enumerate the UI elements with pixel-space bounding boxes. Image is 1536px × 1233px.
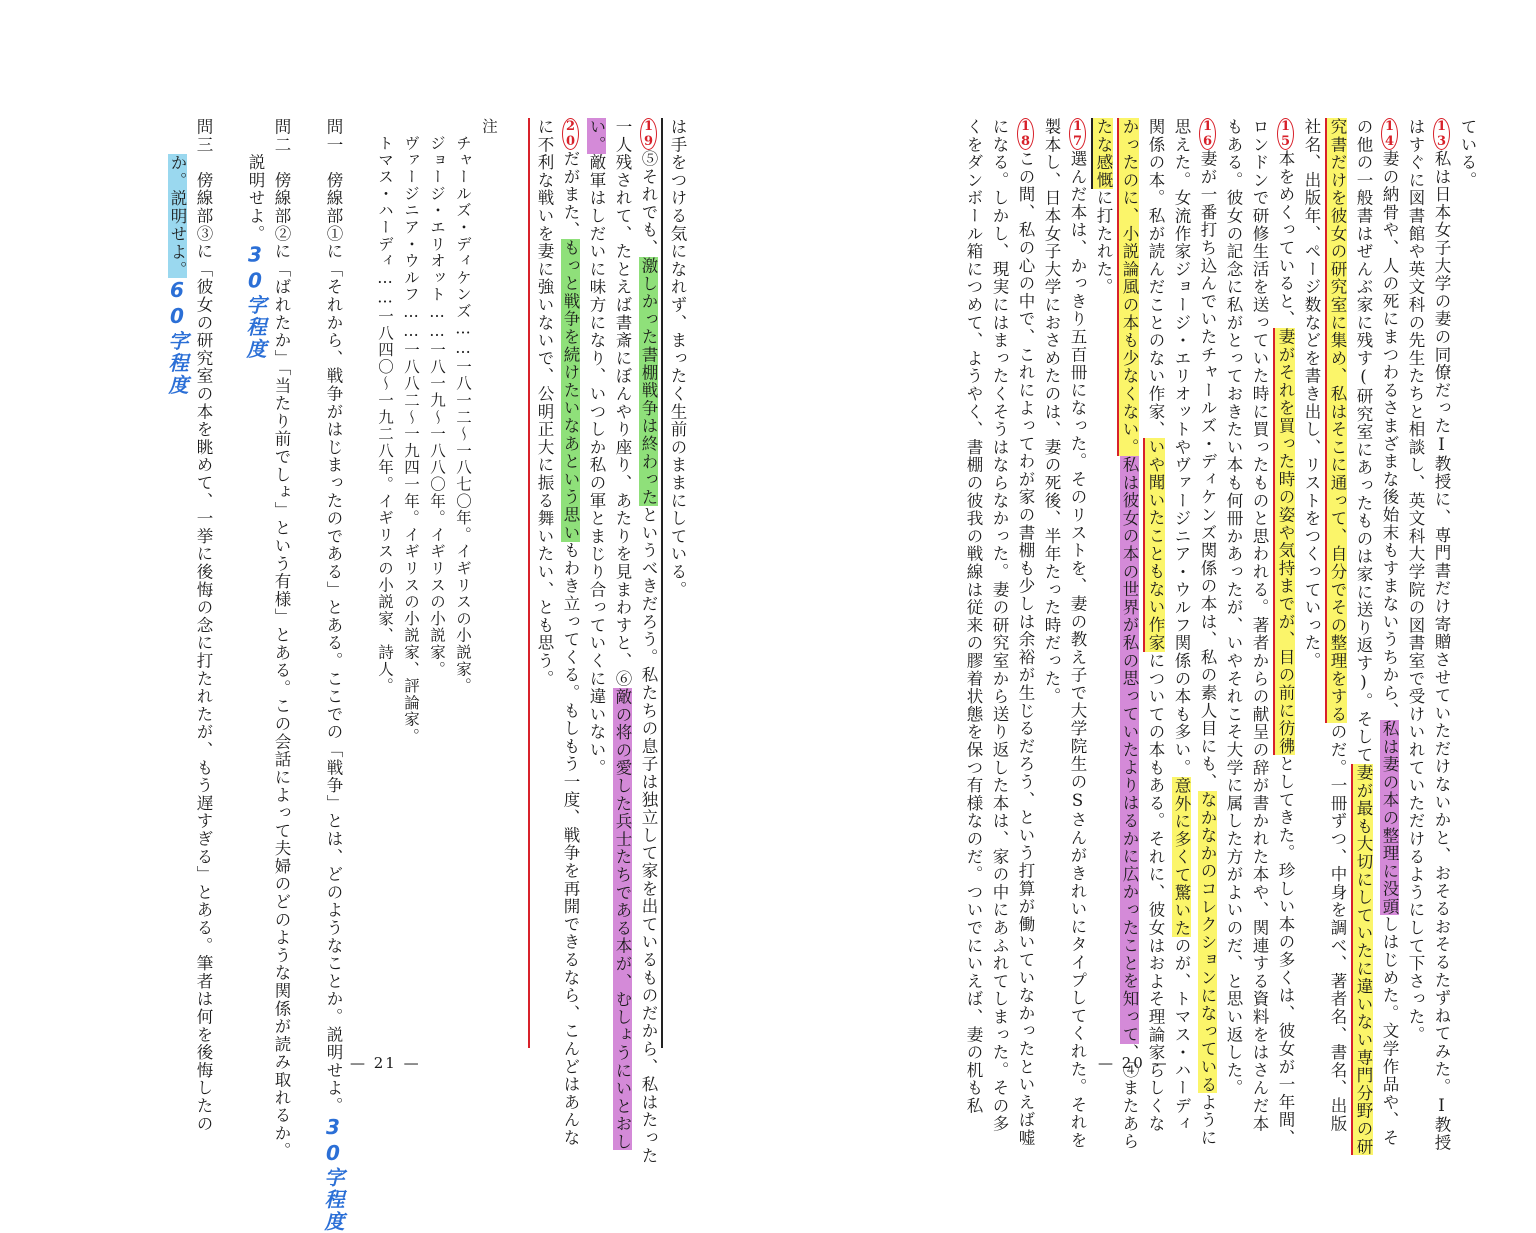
paragraph-13: 13私は日本女子大学の妻の同僚だったI教授に、専門書だけ寄贈させていただけないかと、おそるおそるたずねてみた。I教授 (1432, 119, 1451, 1152)
highlight-purple: 私は彼女の本の世界が私の思っていたよりはるかに広かったことを知って (1120, 456, 1139, 1044)
text-line: かったのに、小説論風の本も少なくない。私は彼女の本の世界が私の思っていたよりはるかに広かったことを知って、④またあら (1116, 118, 1142, 1048)
paragraph-number: 15 (1278, 119, 1293, 149)
paragraph-number: 13 (1434, 119, 1449, 149)
highlight-purple: 私は妻の本の整理に没頭 (1380, 719, 1399, 916)
text-line: ている。 (1458, 118, 1477, 190)
page-20 (768, 0, 1536, 1156)
text-line: ロンドンで研修生活を送っていた時に買ったものと思われる。著者からの献呈の辞が書かれた本や、関連する資料をはさんだ本 (1250, 118, 1269, 1133)
text-line: 究書だけを彼女の研究室に集め、私はそこに通って、自分でその整理をするのだ。一冊ずつ、中身を調べ、著者名、書名、出版 (1324, 118, 1350, 1048)
paragraph-number: 16 (1200, 119, 1215, 149)
highlight-yellow: なかなかのコレクションになっている (1198, 790, 1217, 1094)
spacer (294, 118, 320, 1048)
note-item: ジョージ・エリオット……一八一九〜一八八〇年。イギリスの小説家。 (428, 134, 446, 678)
question-label: 問三 (194, 118, 213, 154)
highlight-yellow: いや聞いたこともない作家 (1143, 438, 1165, 652)
text-line: もある。彼女の記念に私がとっておきたい本も何冊かあったが、いやそれこそ大学に属した方がよいのだ、と思い返した。 (1224, 118, 1243, 1097)
highlight-yellow: 妻が最も大切にしていたに違いない専門分野の研 (1351, 764, 1373, 1156)
highlight-yellow: 意外に多くて驚いた (1172, 776, 1191, 937)
handwritten-note: 30字程度 (321, 1114, 345, 1233)
paragraph-number: 19 (641, 119, 656, 149)
question-2: 問二 傍線部②に「ばれたか」「当たり前でしょ」という有様」とある。この会話によって夫婦のどのような関係が読み取れるか。 (272, 118, 291, 1160)
question-3: 問三 傍線部③に「彼女の研究室の本を眺めて、一挙に後悔の念に打たれたが、もう遅すぎる」とある。筆者は何を後悔したの (194, 118, 213, 1133)
text-line: 説明せよ。30字程度 (243, 153, 267, 361)
text-line (164, 118, 190, 1048)
highlight-purple: 敵の将の愛した兵士たちである本が、むしょうにいとおし (613, 687, 632, 1151)
highlight-yellow: 究書だけを彼女の研究室に集め、私はそこに通って、自分でその整理をする (1325, 118, 1347, 723)
question-label: 問一 (324, 118, 343, 154)
paragraph-19: 19⑤それでも、激しかった書棚戦争は終わったというべきだろう。私たちの息子は独立して家を出ているものだから、私はたった (639, 119, 658, 1165)
note-item: トマス・ハーディ……一八四〇〜一九二八年。イギリスの小説家、詩人。 (376, 134, 394, 695)
paragraph-17: 17選んだ本は、かっきり五百冊になった。そのリストを、妻の教え子で大学院生のSさんがきれいにタイプしてくれた。それを (1068, 119, 1087, 1150)
handwritten-note: 60字程度 (165, 278, 189, 397)
paragraph-number: 18 (1018, 119, 1033, 149)
text-line: の他の一般書はぜんぶ家に残す(研究室にあったものは家に送り返す)。そして妻が最も大切にしていたに違いない専門分野の研 (1350, 118, 1376, 1048)
paragraph-18: 18この間、私の心の中で、これによってわが家の書棚も少しは余裕が生じるだろう、という打算が働いていなかったといえば嘘 (1016, 119, 1035, 1147)
note-item: チャールズ・ディケンズ……一八一二〜一八七〇年。イギリスの小説家。 (454, 134, 472, 695)
highlight-green: 激しかった書棚戦争は終わった (639, 256, 658, 507)
paragraph-number: 17 (1070, 119, 1085, 149)
spacer (216, 118, 242, 1048)
highlight-yellow: かったのに、小説論風の本も少なくない。 (1117, 118, 1139, 456)
highlight-green: もっと戦争を続けたいなあという思い (561, 239, 580, 542)
text-line: 関係の本。私が読んだことのない作家、いや聞いたこともない作家についての本もある。それに、彼女はおよそ理論家らしくな (1142, 118, 1168, 1048)
paragraph-20: 20だがまた、もっと戦争を続けたいなあという思いもわき立ってくる。もしもう一度、戦争を再開できるなら、こんどはあんな (561, 119, 580, 1147)
notes-label: 注 (480, 118, 498, 135)
note-item: ヴァージニア・ウルフ……一八八二〜一九四一年。イギリスの小説家、評論家。 (402, 134, 420, 745)
text-line: に不利な戦いを妻に強いないで、公明正大に振る舞いたい、とも思う。 (528, 118, 557, 1048)
spacer (502, 118, 528, 1048)
paragraph-14: 14妻の納骨や、人の死にまつわるさまざまな後始末もすまないうちから、私は妻の本の整理に没頭しはじめた。文学作品や、そ (1380, 119, 1399, 1147)
text-line: 製本し、日本女子大学におさめたのは、妻の死後、半年たった時だった。 (1042, 118, 1061, 706)
question-1: 問一 傍線部①に「それから、戦争がはじまったのである」とある。ここでの「戦争」とは、どのようなことか。説明せよ。30字程度 (321, 118, 345, 1233)
highlight-purple: い。 (587, 118, 606, 154)
text-line: はすぐに図書館や英文科の先生たちと相談し、英文科大学院の図書室で受けいれていただけるようにして下さった。 (1406, 118, 1425, 1044)
page-number: — 20 — (1098, 1054, 1169, 1072)
highlight-yellow: 妻がそれを買った時の姿や気持までが、目の前に彷彿 (1273, 328, 1295, 755)
paragraph-number: 20 (563, 119, 578, 149)
text-line: 社名、出版年、ページ数などを書き出し、リストをつくっていった。 (1302, 118, 1321, 670)
text-line: くをダンボール箱につめて、ようやく、書棚の彼我の戦線は従来の膠着状態を保つ有様なのだ。ついでにいえば、妻の机も私 (964, 118, 983, 1115)
text-line: 一人残されて、たとえば書斎にぼんやり座り、あたりを見まわすと、⑥敵の将の愛した兵士たちである本が、むしょうにいとおし (613, 118, 632, 1151)
text-line: になる。しかし、現実にはまったくそうはならなかった。妻の研究室から送り返した本は、家の中にあふれてしまった。その多 (990, 118, 1009, 1133)
paragraph-15: 15本をめくっていると、妻がそれを買った時の姿や気持までが、目の前に彷彿としてきた。珍しい本の多くは、彼女が一年間、 (1272, 118, 1298, 1048)
paragraph-16: 16妻が一番打ち込んでいたチャールズ・ディケンズ関係の本は、私の素人目にも、なかなかのコレクションになっているように (1198, 119, 1217, 1147)
page-number: — 21 — (350, 1054, 421, 1072)
highlight-yellow: たな感慨 (1091, 118, 1113, 189)
spacer (346, 118, 372, 1048)
highlight-blue: か。説明せよ。 (168, 153, 187, 279)
text-line: たな感慨に打たれた。 (1090, 118, 1116, 1048)
paragraph-number: 14 (1382, 119, 1397, 149)
text-line: い。敵軍はしだいに味方になり、いつしか私の軍とまじり合っていくに違いない。 (587, 118, 606, 777)
question-label: 問二 (272, 118, 291, 154)
text-line: 思えた。女流作家ジョージ・エリオットやヴァージニア・ウルフ関係の本も多い。意外に多くて驚いたのが、トマス・ハーディ (1172, 118, 1191, 1133)
handwritten-note: 30字程度 (243, 242, 267, 361)
text-line: は手をつける気になれず、まったく生前のままにしている。 (661, 118, 690, 1048)
